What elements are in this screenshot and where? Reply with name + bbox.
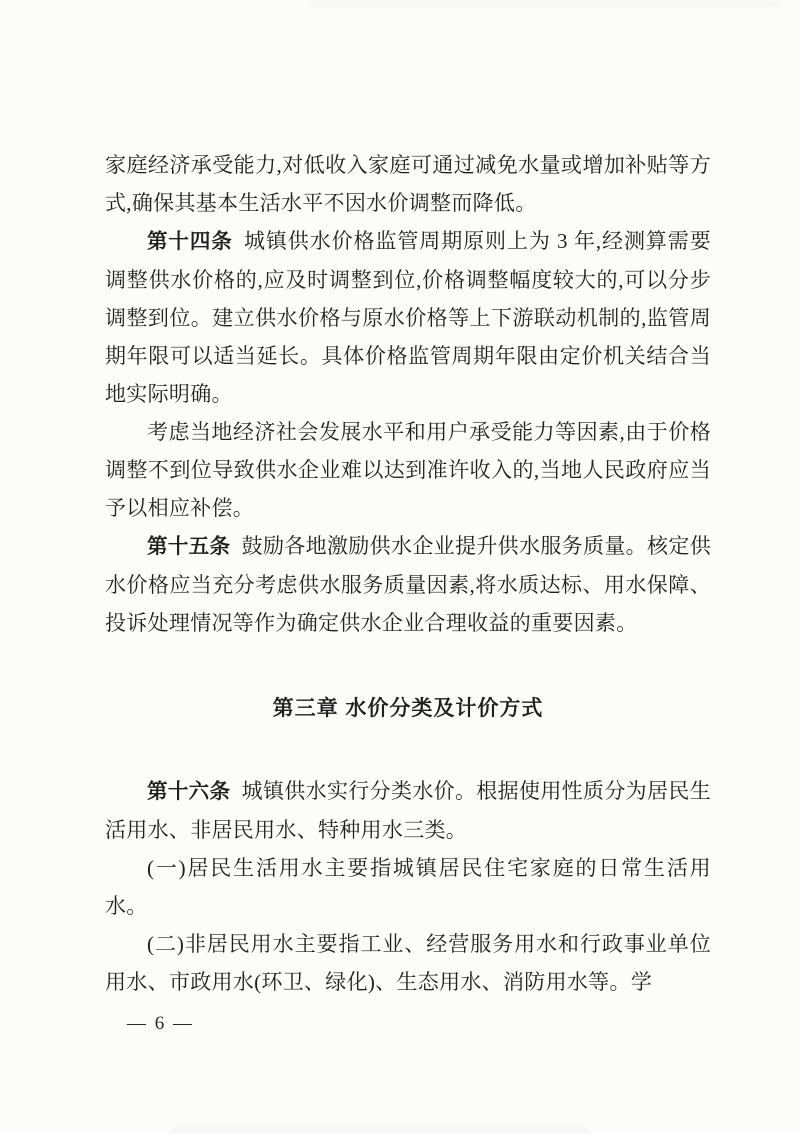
paragraph-text: 考虑当地经济社会发展水平和用户承受能力等因素,由于价格调整不到位导致供水企业难以达到准许收入的,当地人民政府应当予以相应补偿。 [105, 420, 711, 520]
paragraph-item-1 [105, 849, 711, 925]
page-number: — 6 — [127, 1013, 194, 1034]
paragraph-continuation [105, 146, 711, 222]
paragraph-compensation [105, 413, 711, 527]
scan-artifact-bottom [170, 1126, 590, 1133]
scan-artifact-top [310, 1, 780, 8]
chapter-heading: 第三章 水价分类及计价方式 [272, 697, 544, 720]
article-15-label: 第十五条 [147, 535, 231, 558]
paragraph-article-16 [105, 772, 711, 849]
page-content [105, 146, 711, 1038]
paragraph-text: 城镇供水实行分类水价。根据使用性质分为居民生活用水、非居民用水、特种用水三类。 [105, 779, 711, 842]
article-14-label: 第十四条 [147, 230, 233, 253]
paragraph-text: 鼓励各地激励供水企业提升供水服务质量。核定供水价格应当充分考虑供水服务质量因素,将水质达标、用水保障、投诉处理情况等作为确定供水企业合理收益的重要因素。 [105, 534, 711, 635]
paragraph-item-2 [105, 925, 711, 1001]
paragraph-article-15 [105, 527, 711, 642]
paragraph-text: (二)非居民用水主要指工业、经营服务用水和行政事业单位用水、市政用水(环卫、绿化)、生态用水、消防用水等。学 [105, 932, 711, 994]
paragraph-article-14 [105, 222, 711, 413]
paragraph-text: (一)居民生活用水主要指城镇居民住宅家庭的日常生活用水。 [105, 856, 711, 918]
paragraph-text: 家庭经济承受能力,对低收入家庭可通过减免水量或增加补贴等方式,确保其基本生活水平不因水价调整而降低。 [105, 153, 711, 215]
paragraph-text: 城镇供水价格监管周期原则上为 3 年,经测算需要调整供水价格的,应及时调整到位,价格调整幅度较大的,可以分步调整到位。建立供水价格与原水价格等上下游联动机制的,监管周期年限可以适当延长。具体价格监管周期年限由定价机关结合当地实际明确。 [105, 229, 712, 406]
article-16-label: 第十六条 [147, 780, 231, 803]
